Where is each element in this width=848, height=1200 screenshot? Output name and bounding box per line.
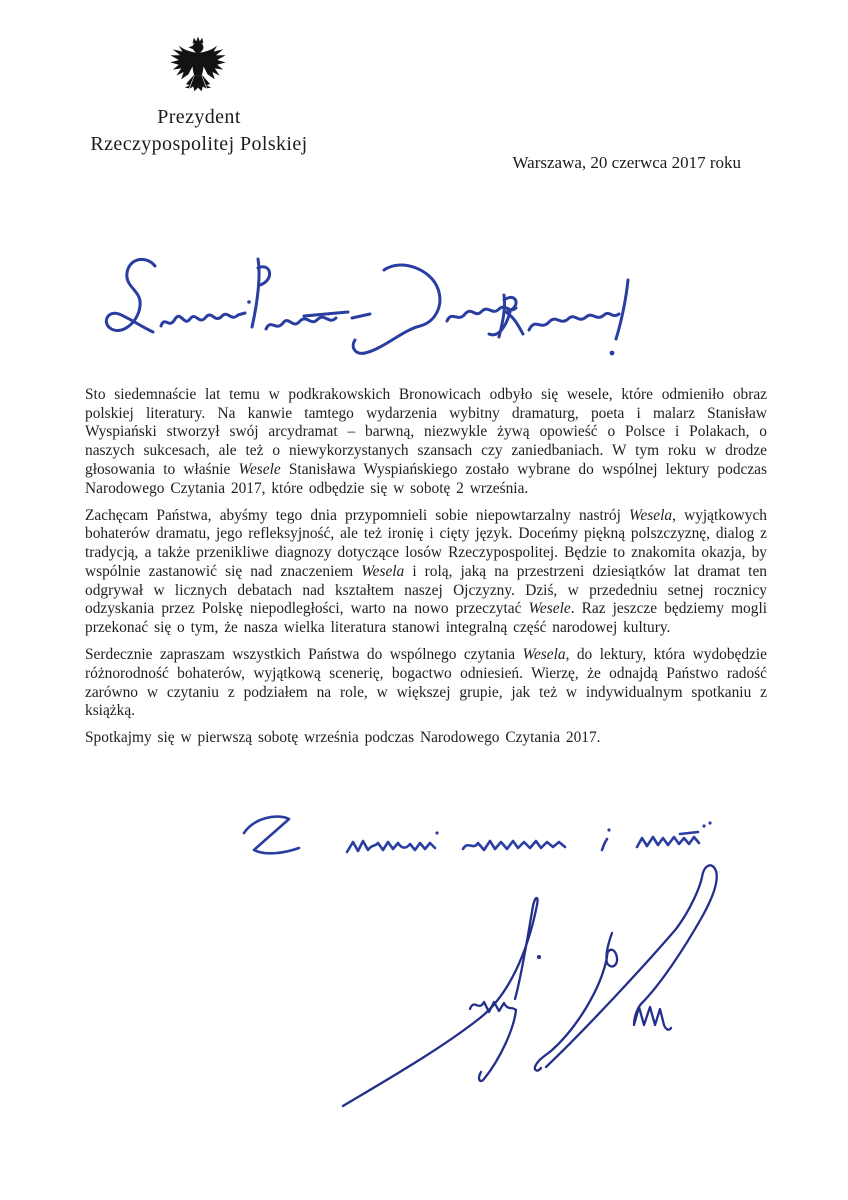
- eagle-icon: [167, 36, 229, 102]
- work-title-italic: Wesela: [522, 646, 566, 664]
- paragraph-text: Zachęcam Państwa, abyśmy tego dnia przypomnieli sobie niepowtarzalny nastrój: [85, 506, 630, 524]
- paragraph-text: , wyjątkowych bohaterów dramatu, jego refleksyjność, ale też ironię i cięty język. Doceńmy piękną polszczyznę, dialog z tradycją, a także przenikliwe diagnozy dotyczące losów Rzeczypospolitej. Będzie to znakomita okazja, by wspólnie zastanowić się nad znaczeniem: [85, 506, 767, 580]
- letterhead-title-line2: Rzeczypospolitej Polskiej: [90, 133, 308, 155]
- work-title-italic: Wesele: [238, 460, 281, 478]
- paragraph-text: i rolą, jaką na przestrzeni dziesiątków lat dramat ten odgrywał w licznych debatach nad kształtem naszej Ojczyzny. Dziś, w przededniu setnej rocznicy odzyskania przez Polskę niepodległości, warto na nowo przeczytać: [85, 562, 767, 618]
- paragraph-text: , do lektury, która wydobędzie różnorodność bohaterów, wyjątkową scenerię, bogactwo odniesień. Wierzę, że odnajdą Państwo radość zarówno w czytaniu z podziałem na role, w większej grupie, jak też w indywidualnym spotkaniu z książką.: [85, 646, 767, 720]
- paragraph: [85, 386, 767, 498]
- letterhead-title-line1: Prezydent: [157, 106, 241, 128]
- polish-eagle-emblem: [167, 36, 229, 102]
- paragraph-text: Sto siedemnaście lat temu w podkrakowskich Bronowicach odbyło się wesele, które odmieniło obraz polskiej literatury. Na kanwie tamtego wydarzenia wybitny dramaturg, poeta i malarz Stanisław Wyspiański stworzył swój arcydramat – barwną, niezwykle żywą opowieść o Polsce i Polakach, o naszych sukcesach, ale też o niewykorzystanych szansach czy zaniedbaniach. W tym roku w drodze głosowania to właśnie: [85, 386, 767, 478]
- dateline: Warszawa, 20 czerwca 2017 roku: [512, 153, 741, 172]
- paragraph-text: . Raz jeszcze będziemy mogli przekonać się o tym, że nasza wielka literatura stanowi integralną część narodowej kultury.: [85, 600, 768, 636]
- paragraph: [85, 507, 767, 638]
- paragraph: [85, 729, 767, 748]
- paragraph-text: Stanisława Wyspiańskiego zostało wybrane do wspólnej lektury podczas Narodowego Czytania 2017, które odbędzie się w sobotę 2 września.: [85, 460, 767, 497]
- paragraph: [85, 646, 767, 721]
- work-title-italic: Wesele: [528, 600, 571, 618]
- letter-body: [85, 386, 767, 757]
- paragraph-text: Serdecznie zapraszam wszystkich Państwa do wspólnego czytania: [85, 646, 523, 664]
- handwritten-greeting: [98, 253, 650, 375]
- handwritten-signature: [330, 858, 730, 1115]
- work-title-italic: Wesela: [629, 506, 673, 524]
- letterhead: [78, 104, 320, 158]
- work-title-italic: Wesela: [361, 562, 405, 580]
- paragraph-text: Spotkajmy się w pierwszą sobotę września podczas Narodowego Czytania 2017.: [85, 729, 601, 747]
